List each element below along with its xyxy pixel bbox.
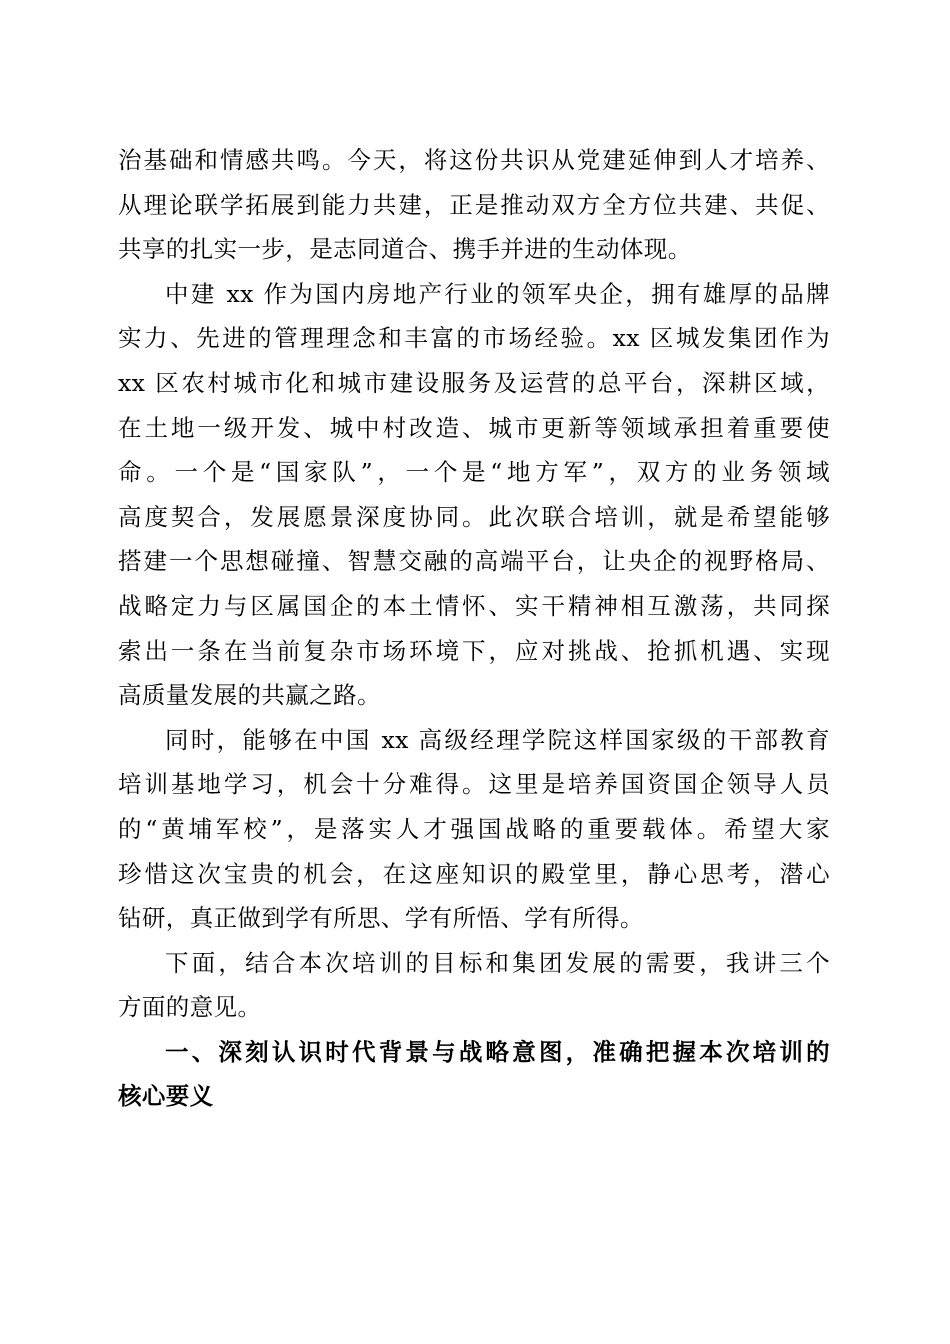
text-line: 的“黄埔军校”，是落实人才强国战略的重要载体。希望大家 bbox=[118, 814, 830, 843]
text-line: 下面，结合本次培训的目标和集团发展的需要，我讲三个 bbox=[165, 948, 830, 977]
text-line: 命。一个是“国家队”，一个是“地方军”，双方的业务领域 bbox=[118, 458, 830, 487]
text-line: 从理论联学拓展到能力共建，正是推动双方全方位共建、共促、 bbox=[118, 190, 830, 219]
section-heading-one bbox=[118, 1030, 830, 1119]
text-line: 中建 xx 作为国内房地产行业的领军央企，拥有雄厚的品牌 bbox=[165, 279, 830, 308]
paragraph-transition bbox=[118, 941, 830, 1030]
text-line: 培训基地学习，机会十分难得。这里是培养国资国企领导人员 bbox=[118, 770, 830, 799]
text-line: 高质量发展的共赢之路。 bbox=[118, 681, 381, 710]
text-line: 钻研，真正做到学有所思、学有所悟、学有所得。 bbox=[118, 904, 644, 933]
paragraph-continued bbox=[118, 138, 830, 272]
paragraph-academy bbox=[118, 718, 830, 941]
text-line: 在土地一级开发、城中村改造、城市更新等领域承担着重要使 bbox=[118, 413, 830, 442]
text-line: 搭建一个思想碰撞、智慧交融的高端平台，让央企的视野格局、 bbox=[118, 547, 830, 576]
document-body bbox=[118, 138, 830, 1119]
text-line: 共享的扎实一步，是志同道合、携手并进的生动体现。 bbox=[118, 235, 692, 264]
text-line: 珍惜这次宝贵的机会，在这座知识的殿堂里，静心思考，潜心 bbox=[118, 859, 830, 888]
paragraph-partnership bbox=[118, 272, 830, 718]
text-line: 战略定力与区属国企的本土情怀、实干精神相互激荡，共同探 bbox=[118, 591, 830, 620]
text-line: 治基础和情感共鸣。今天，将这份共识从党建延伸到人才培养、 bbox=[118, 146, 830, 174]
text-line: 实力、先进的管理理念和丰富的市场经验。xx 区城发集团作为 bbox=[118, 324, 830, 353]
text-line: xx 区农村城市化和城市建设服务及运营的总平台，深耕区域， bbox=[118, 368, 830, 397]
text-line: 高度契合，发展愿景深度协同。此次联合培训，就是希望能够 bbox=[118, 502, 830, 531]
text-line: 方面的意见。 bbox=[118, 993, 262, 1022]
heading-line: 一、深刻认识时代背景与战略意图，准确把握本次培训的 bbox=[165, 1037, 830, 1066]
text-line: 索出一条在当前复杂市场环境下，应对挑战、抢抓机遇、实现 bbox=[118, 636, 830, 665]
text-line: 同时，能够在中国 xx 高级经理学院这样国家级的干部教育 bbox=[165, 725, 830, 754]
heading-line: 核心要义 bbox=[118, 1082, 214, 1111]
